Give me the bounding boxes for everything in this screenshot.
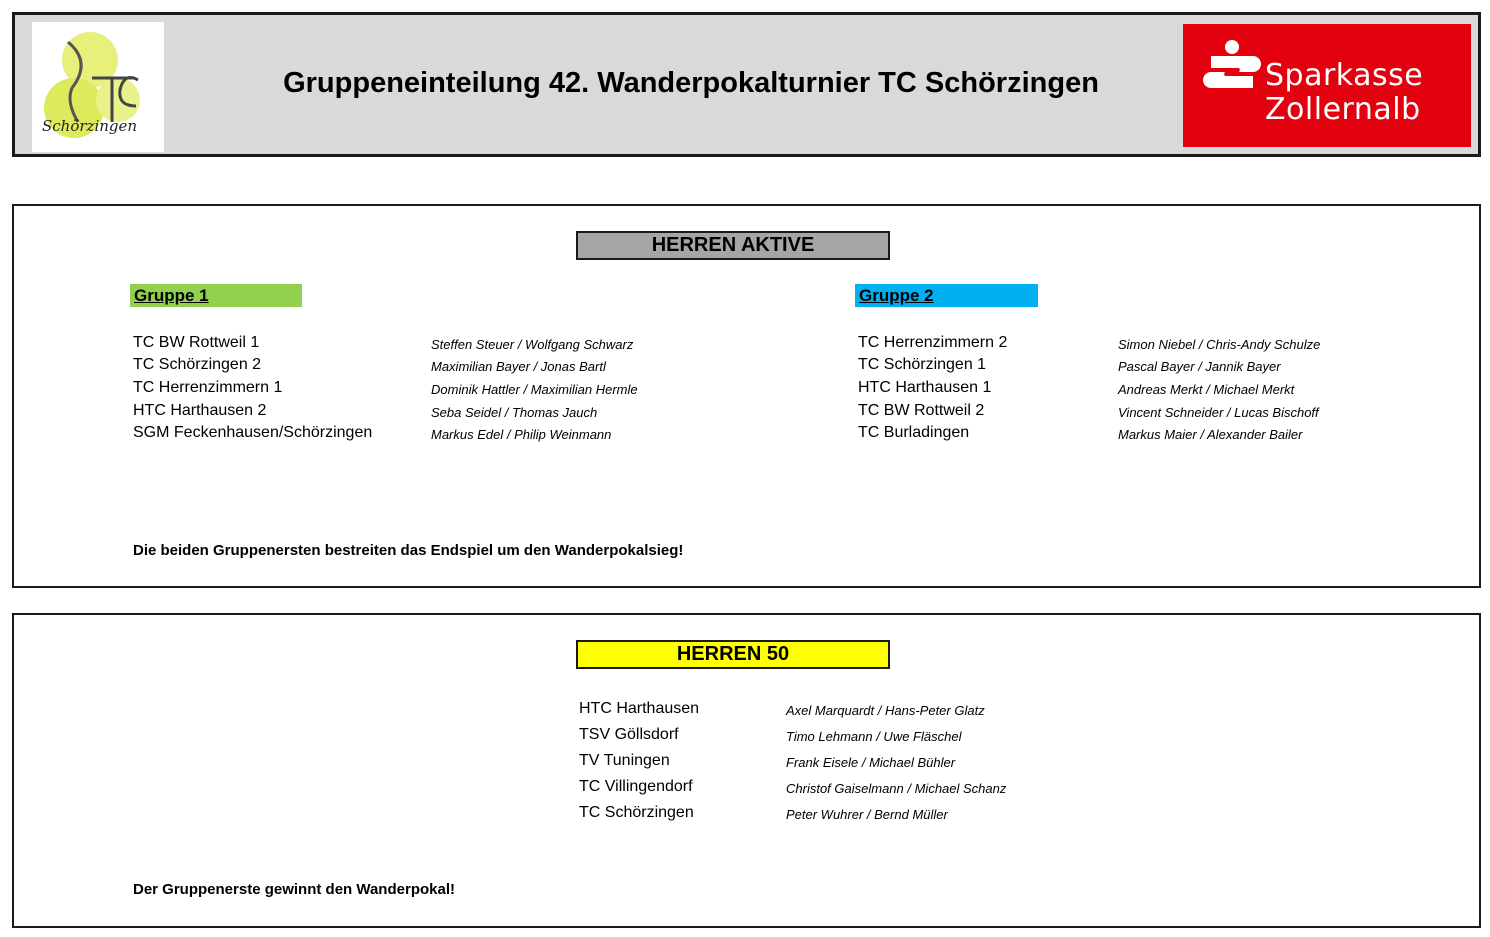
player-names: Simon Niebel / Chris-Andy Schulze xyxy=(1118,337,1321,352)
team-name: HTC Harthausen 2 xyxy=(133,402,267,419)
player-names: Timo Lehmann / Uwe Fläschel xyxy=(786,729,962,744)
sparkasse-s-logo xyxy=(1197,38,1267,108)
player-names: Peter Wuhrer / Bernd Müller xyxy=(786,807,948,822)
team-name: TV Tuningen xyxy=(579,752,670,769)
team-name: HTC Harthausen 1 xyxy=(858,379,992,396)
group1-heading: Gruppe 1 xyxy=(130,284,302,307)
team-name: TC Burladingen xyxy=(858,424,970,441)
player-names: Markus Maier / Alexander Bailer xyxy=(1118,427,1303,442)
team-name: TC Schörzingen 1 xyxy=(858,356,987,373)
category-title-aktive: HERREN AKTIVE xyxy=(576,231,890,260)
section-herren-50 xyxy=(12,613,1481,928)
sponsor-logo xyxy=(1183,24,1471,147)
team-name: TC BW Rottweil 2 xyxy=(858,402,985,419)
player-names: Steffen Steuer / Wolfgang Schwarz xyxy=(431,337,634,352)
group2-heading: Gruppe 2 xyxy=(855,284,1038,307)
player-names: Dominik Hattler / Maximilian Hermle xyxy=(431,382,638,397)
section-herren-aktive xyxy=(12,204,1481,588)
sponsor-name-line2: Zollernalb xyxy=(1265,92,1421,127)
club-logo-label: Schörzingen xyxy=(42,117,138,135)
player-names: Seba Seidel / Thomas Jauch xyxy=(431,405,598,420)
team-name: TC Villingendorf xyxy=(579,778,693,795)
team-name: HTC Harthausen xyxy=(579,700,700,717)
winner-note: Der Gruppenerste gewinnt den Wanderpokal! xyxy=(133,881,455,898)
player-names: Markus Edel / Philip Weinmann xyxy=(431,427,612,442)
player-names: Pascal Bayer / Jannik Bayer xyxy=(1118,359,1281,374)
team-name: TC BW Rottweil 1 xyxy=(133,334,260,351)
player-names: Maximilian Bayer / Jonas Bartl xyxy=(431,359,606,374)
page-title: Gruppeneinteilung 42. Wanderpokalturnier TC Schörzingen xyxy=(283,67,1099,99)
team-name: TSV Göllsdorf xyxy=(579,726,679,743)
player-names: Andreas Merkt / Michael Merkt xyxy=(1118,382,1295,397)
team-name: TC Herrenzimmern 2 xyxy=(858,334,1008,351)
team-name: TC Schörzingen 2 xyxy=(133,356,262,373)
player-names: Axel Marquardt / Hans-Peter Glatz xyxy=(786,703,985,718)
player-names: Christof Gaiselmann / Michael Schanz xyxy=(786,781,1007,796)
sponsor-name-line1: Sparkasse xyxy=(1265,58,1424,93)
final-note: Die beiden Gruppenersten bestreiten das Endspiel um den Wanderpokalsieg! xyxy=(133,542,684,559)
player-names: Vincent Schneider / Lucas Bischoff xyxy=(1118,405,1319,420)
category-title-herren50: HERREN 50 xyxy=(576,640,890,669)
page-header xyxy=(12,12,1481,157)
player-names: Frank Eisele / Michael Bühler xyxy=(786,755,956,770)
team-name: TC Schörzingen xyxy=(579,804,694,821)
team-name: TC Herrenzimmern 1 xyxy=(133,379,283,396)
team-name: SGM Feckenhausen/Schörzingen xyxy=(133,424,373,441)
